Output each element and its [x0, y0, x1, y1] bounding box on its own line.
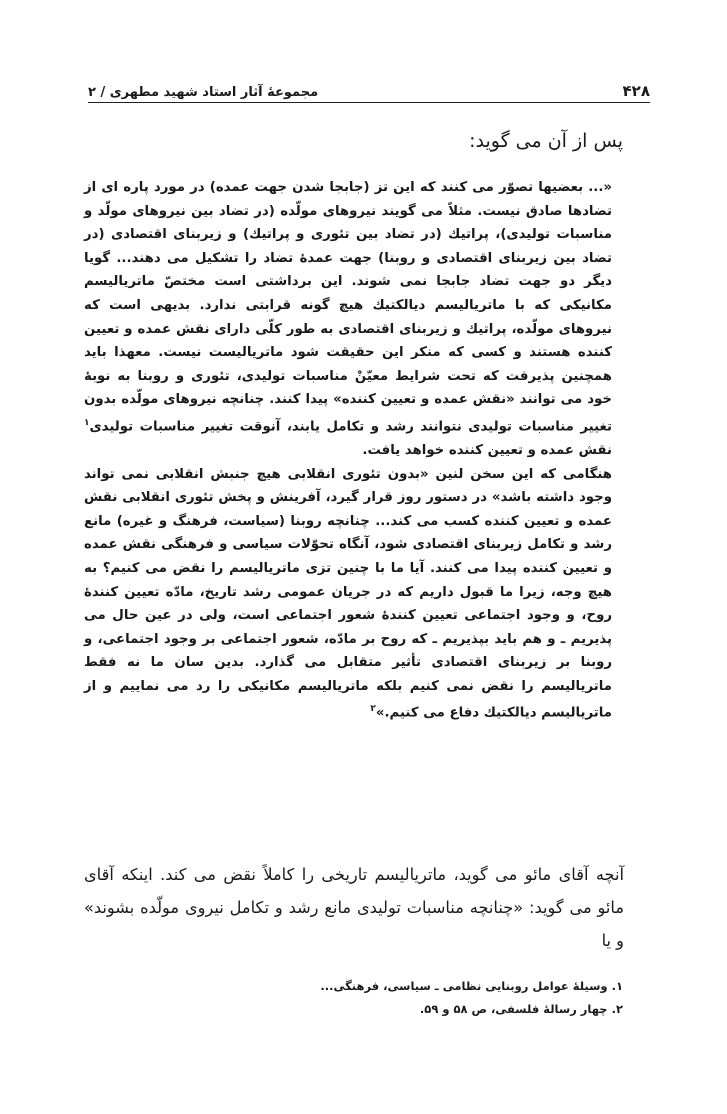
page-number: ۴۲۸ [617, 82, 650, 102]
book-title: مجموعهٔ آثار استاد شهید مطهری / ۲ [88, 85, 324, 102]
footnote-ref-2[interactable]: ۲ [370, 704, 376, 715]
body-text [84, 858, 624, 957]
footnote-ref-1[interactable]: ۱ [84, 417, 90, 428]
running-header [88, 80, 650, 103]
quote-paragraph-1-tail: نقش عمده و تعیین کننده خواهد یافت. [362, 442, 612, 458]
intro-line: پس از آن می گوید: [469, 130, 623, 152]
quote-paragraph-1-text: «... بعضیها تصوّر می کنند که این تز (جابجا شدن جهت عمده) در مورد پاره ای از تضادها صادق نیست. مثلاً می گویند نیروهای مولّده (در تضاد بین نیروهای مولّد و مناسبات تولیدی)، پراتیك (در تضاد بین تئوری و پراتیك) و زیربنای اقتصادی (در تضاد بین زیربنای اقتصادی و روبنا) جهت عمدهٔ تضاد را تشکیل می دهند... گویا دیگر دو جهت تضاد جابجا نمی شوند. این برداشتی است مختصّ ماتریالیسم مکانیکی که با ماتریالیسم دیالکتیك هیچ گونه قرابتی ندارد. بدیهی است که نیروهای مولّده، پراتیك و زیربنای اقتصادی به طور کلّی دارای نقش عمده و تعیین کننده هستند و کسی که منکر این حقیقت شود ماتریالیست نیست. معهذا باید همچنین پذیرفت که تحت شرایط معیّنْ مناسبات تولیدی، تئوری و روبنا به نوبهٔ خود می توانند «نقش عمده و تعیین کننده» پیدا کنند. چنانچه نیروهای مولّده بدون تغییر مناسبات تولیدی نتوانند رشد و تکامل یابند، آنوقت تغییر مناسبات تولیدی [84, 180, 612, 435]
quote-paragraph-2-text: هنگامی که این سخن لنین «بدون تئوری انقلابی هیچ جنبش انقلابی نمی تواند وجود داشته باشد» در دستور روز قرار گیرد، آفرینش و پخش تئوری انقلابی نقش عمده و تعیین کننده کسب می کند... چنانچه روبنا (سیاست، فرهنگ و غیره) مانع رشد و تکامل زیربنای اقتصادی شود، آنگاه تحوّلات سیاسی و فرهنگی نقش عمده و تعیین کننده پیدا می کنند. آیا ما با چنین تزی ماتریالیسم را نقض می کنیم؟ به هیچ وجه، زیرا ما قبول داریم که در جریان عمومی رشد تاریخ، مادّه تعیین کنندهٔ روح، و وجود اجتماعی تعیین کنندهٔ شعور اجتماعی است، ولی در عین حال می پذیریم ـ و هم باید بپذیریم ـ که روح بر مادّه، شعور اجتماعی بر وجود اجتماعی، و روبنا بر زیربنای اقتصادی تأثیر متقابل می گذارد. بدین سان ما نه فقط ماتریالیسم را نقض نمی کنیم بلکه ماتریالیسم مکانیکی را رد می نماییم و از ماتریالیسم دیالکتیك دفاع می کنیم.» [84, 466, 612, 721]
body-paragraph: آنچه آقای مائو می گوید، ماتریالیسم تاریخی را کاملاً نقض می کند. اینکه آقای مائو می گوید: «چنانچه مناسبات تولیدی مانع رشد و تکامل نیروی مولّده بشوند» و یا [84, 865, 624, 950]
footnotes [320, 975, 623, 1021]
quote-paragraph-2 [84, 463, 612, 726]
footnote-2: ۲. چهار رسالهٔ فلسفی، ص ۵۸ و ۵۹. [419, 1002, 623, 1016]
footnote-1: ۱. وسیلهٔ عوامل روبنایی نظامی ـ سیاسی، فرهنگی... [320, 979, 623, 993]
block-quote [84, 176, 612, 726]
quote-paragraph-1 [84, 176, 612, 463]
